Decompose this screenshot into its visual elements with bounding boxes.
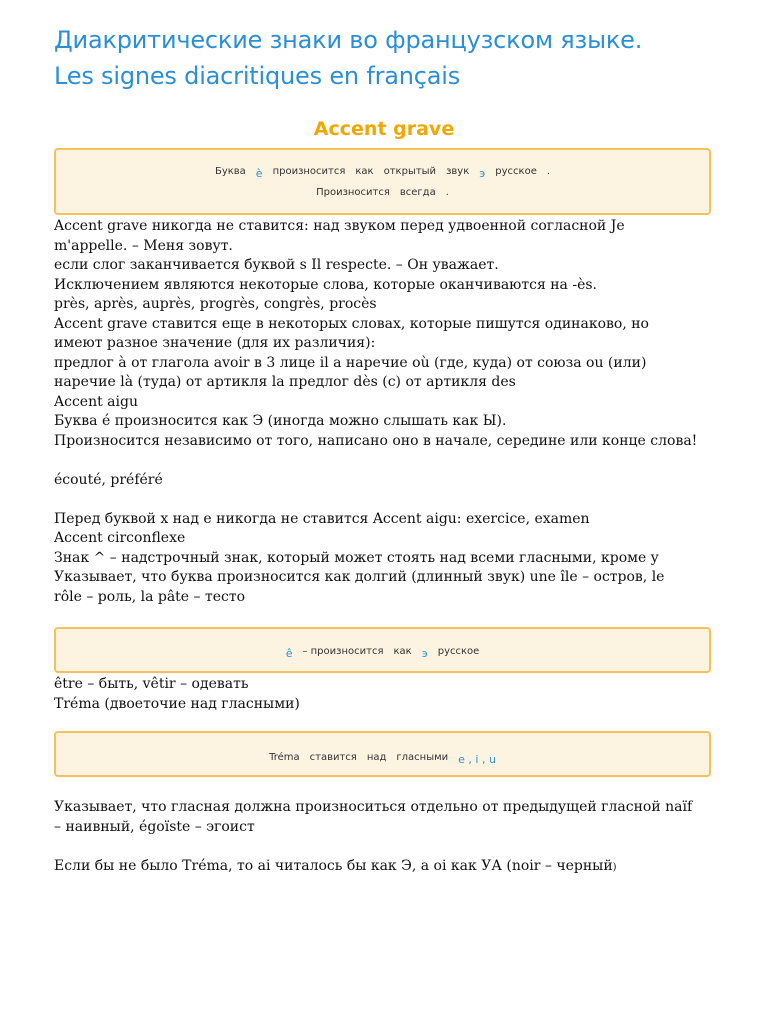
box-word: как — [355, 166, 374, 177]
info-box-line — [56, 187, 709, 198]
closing-paren: ) — [612, 861, 617, 873]
body-line — [54, 857, 724, 878]
body-text-block — [54, 798, 724, 877]
info-box-line — [56, 644, 709, 660]
info-box-line — [56, 164, 709, 180]
info-box-circonflexe — [54, 627, 711, 673]
body-line-text: Если бы не было Tréma, то ai читалось бы как Э, а oi как УА (noir – черный — [54, 857, 613, 874]
body-line: если слог заканчивается буквой s Il respecte. – Он уважает. — [54, 257, 499, 273]
body-line: être – быть, vêtir – одевать — [54, 676, 249, 692]
body-line: près, après, auprès, progrès, congrès, procès — [54, 296, 377, 312]
section-heading-accent-grave: Accent grave — [313, 118, 455, 140]
box-word: открытый — [383, 166, 437, 177]
blank-line — [54, 837, 724, 857]
box-word: Произносится — [316, 187, 390, 198]
body-line: Указывает, что гласная должна произноситься отдельно от предыдущей гласной naïf — [54, 799, 693, 815]
body-line: предлог à от глагола avoir в 3 лице il a наречие où (где, куда) от союза ou (или) — [54, 354, 647, 371]
blank-line — [54, 451, 724, 471]
body-line: Исключением являются некоторые слова, которые оканчиваются на -ès. — [54, 276, 598, 293]
body-line: écouté, préféré — [54, 471, 163, 488]
info-box-line — [56, 750, 709, 766]
body-line: имеют разное значение (для их различия): — [54, 335, 376, 351]
box-letter-highlight: ê — [285, 647, 293, 660]
box-letter-highlight: è — [255, 167, 263, 180]
box-word: как — [393, 646, 412, 657]
box-word: . — [445, 187, 449, 198]
body-line: Перед буквой x над e никогда не ставится Accent aigu: exercice, examen — [54, 510, 590, 527]
box-word: произносится — [272, 166, 346, 177]
info-box-accent-grave — [54, 148, 711, 215]
body-line: Accent grave никогда не ставится: над звуком перед удвоенной согласной Je — [54, 218, 625, 234]
body-line: – наивный, égoïste – эгоист — [54, 818, 255, 835]
subheading-accent-circonflexe: Accent circonflexe — [54, 530, 186, 546]
body-line: Знак ^ – надстрочный знак, который может стоять над всеми гласными, кроме y — [54, 549, 659, 566]
box-word: русское — [495, 166, 537, 177]
box-word: гласными — [396, 752, 449, 763]
body-text-block — [54, 675, 724, 714]
body-line: m'appelle. – Меня зовут. — [54, 237, 233, 254]
body-line: Произносится независимо от того, написано оно в начале, середине или конце слова! — [54, 432, 698, 449]
box-word: . — [546, 166, 551, 177]
title-line-fr: Les signes diacritiques en français — [54, 62, 461, 90]
body-line: Указывает, что буква произносится как долгий (длинный звук) une île – остров, le — [54, 569, 665, 585]
box-word: русское — [437, 646, 480, 657]
box-letters-highlight: e , i , u — [458, 753, 496, 766]
box-word: Буква — [214, 166, 246, 177]
info-box-trema — [54, 731, 711, 777]
title-line-ru: Диакритические знаки во французском языке. — [54, 26, 643, 54]
box-letter-highlight: э — [421, 647, 428, 660]
box-word: Tréma — [269, 752, 300, 763]
body-line: rôle – роль, la pâte – тесто — [54, 588, 246, 605]
box-word: над — [366, 752, 387, 763]
blank-line — [54, 490, 724, 510]
box-word: всегда — [399, 187, 436, 198]
body-text-block — [54, 217, 724, 607]
body-line: Буква é произносится как Э (иногда можно слышать как Ы). — [54, 413, 507, 429]
page-title — [54, 22, 642, 94]
subheading-accent-aigu: Accent aigu — [54, 393, 138, 410]
body-line: наречие là (туда) от артикля la предлог dès (с) от артикля des — [54, 374, 516, 390]
box-word: звук — [446, 166, 470, 177]
box-letter-highlight: э — [479, 167, 486, 180]
box-word: – произносится — [302, 646, 384, 657]
box-word: ставится — [309, 752, 357, 763]
body-line: Accent grave ставится еще в некоторых словах, которые пишутся одинаково, но — [54, 315, 649, 332]
subheading-trema: Tréma (двоеточие над гласными) — [54, 695, 300, 712]
